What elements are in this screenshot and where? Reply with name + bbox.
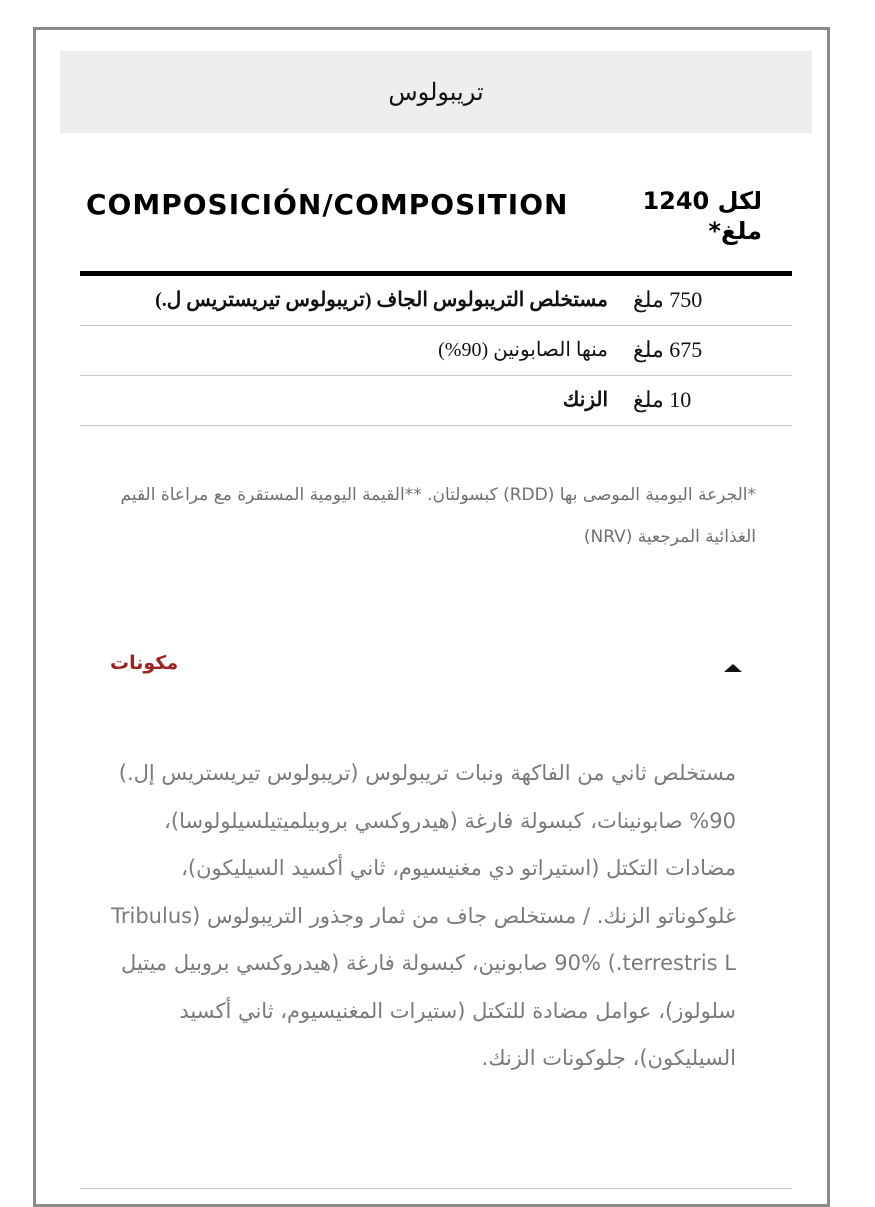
ingredient-amount: 10 ملغ (633, 387, 692, 412)
product-info-panel (33, 27, 830, 1207)
ingredient-name: منها الصابونين (90%) (438, 339, 608, 361)
composition-table-header (80, 180, 792, 274)
composition-per-dose-label: لكل 1240 ملغ* (642, 187, 762, 245)
chevron-up-icon[interactable] (721, 656, 745, 680)
accordion-divider (80, 1188, 792, 1189)
ingredients-accordion-header[interactable] (110, 642, 750, 692)
ingredient-name: مستخلص التريبولوس الجاف (تريبولوس تيريستريس ل.) (155, 289, 608, 311)
composition-table (80, 276, 792, 426)
ingredients-accordion-title[interactable]: مكونات (110, 652, 179, 674)
table-row (80, 326, 792, 376)
product-title-bar (60, 51, 812, 133)
ingredient-amount: 675 ملغ (633, 337, 703, 362)
composition-title: COMPOSICIÓN/COMPOSITION (86, 188, 569, 221)
ingredients-text: مستخلص ثاني من الفاكهة ونبات تريبولوس (تريبولوس تيريستريس إل.) 90% صابونينات، كبسولة فارغة (هيدروكسي بروبيلميتيلسيلولوسا)، مضادات التكتل (استيراتو دي مغنيسيوم، ثاني أكسيد السيليكون)، غلوكوناتو الزنك. / مستخلص جاف من ثمار وجذور التريبولوس (Tribulus terrestris L.) 90% صابونين، كبسولة فارغة (هيدروكسي بروبيل ميتيل سلولوز)، عوامل مضادة للتكتل (ستيرات المغنيسيوم، ثاني أكسيد السيليكون)، جلوكونات الزنك. (111, 761, 736, 1070)
table-row (80, 376, 792, 426)
table-row (80, 276, 792, 326)
product-title: تريبولوس (388, 79, 484, 106)
ingredient-amount: 750 ملغ (633, 287, 703, 312)
composition-footnote: *الجرعة اليومية الموصى بها (RDD) كبسولتان. **القيمة اليومية المستقرة مع مراعاة القيم الغذائية المرجعية (NRV) (120, 485, 756, 547)
ingredient-name: الزنك (562, 389, 608, 411)
